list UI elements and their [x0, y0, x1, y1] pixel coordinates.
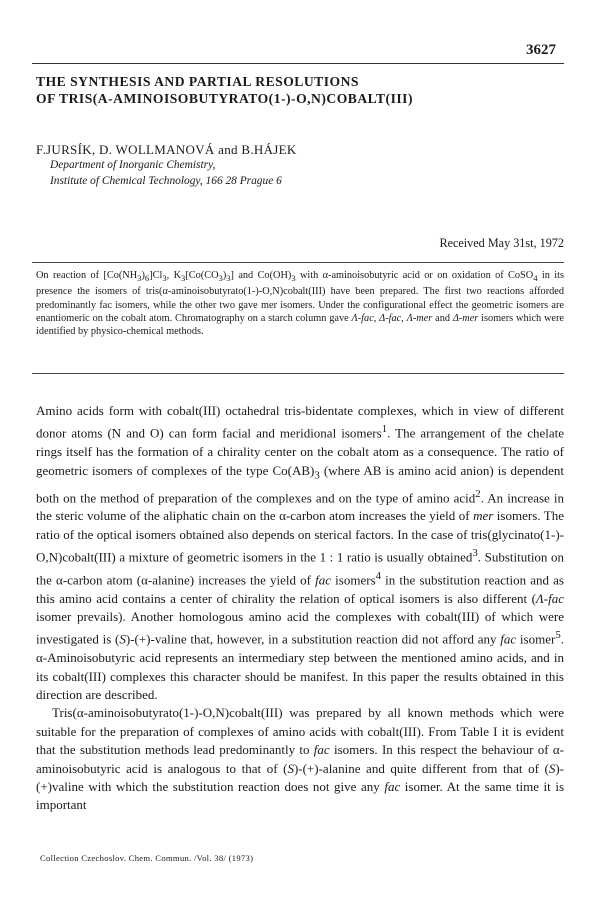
- affiliation-line-2: Institute of Chemical Technology, 166 28 Prague 6: [50, 175, 282, 187]
- journal-footer: Collection Czechoslov. Chem. Commun. /Vol. 38/ (1973): [40, 853, 254, 863]
- article-title: [36, 73, 556, 107]
- body-paragraph-2: Tris(α-aminoisobutyrato(1-)-O,N)cobalt(III) was prepared by all known methods which were suitable for the preparation of complexes of amino acids with cobalt(III). From Table I it is evident that the substitution methods lead predominantly to fac isomers. In this respect the behaviour of α-aminoisobutyric acid is analogous to that of (S)-(+)-alanine and quite different from that of (S)-(+)valine with which the substitution reaction does not give any fac isomer. At the same time it is important: [36, 705, 565, 813]
- title-line-2: OF TRIS(Α-AMINOISOBUTYRATO(1-)-O,N)COBALT(III): [36, 91, 413, 106]
- page-number: 3627: [526, 42, 556, 58]
- affiliation: [50, 157, 282, 189]
- header-rule: [32, 63, 564, 64]
- body-paragraph-1: Amino acids form with cobalt(III) octahedral tris-bidentate complexes, which in view of different donor atoms (N and O) can form facial and meridional isomers$^1$. The arrangement of the chelate rings itself has the formation of a chirality center on the cobalt atom as a consequence. The ratio of geometric isomers of complexes of the type $Co(AB)_3$ (where AB is amino acid anion) is dependent both on the method of preparation of the complexes and on the type of amino acid$^2$. An increase in the steric volume of the aliphatic chain on the α-carbon atom increases the yield of mer isomers. The ratio of the optical isomers obtained also depends on sterical factors. In the case of tris(glycinato(1-)-O,N)cobalt(III) a mixture of geometric isomers in the 1 : 1 ratio is usually obtained$^3$. Substitution on the α-carbon atom (α-alanine) increases the yield of fac isomers$^4$ in the substitution reaction and as this amino acid contains a center of chirality the relation of optical isomers is also different (Λ-fac isomer prevails). Another homologous amino acid the complexes with cobalt(III) of which were investigated is (S)-(+)-valine that, however, in a substitution reaction did not afford any fac isomer$^5$. α-Aminoisobutyric acid represents an intermediary step between the mentioned amino acids, and in its cobalt(III) complexes this character should be manifest. In this paper the results obtained in this direction are described.: [36, 403, 565, 702]
- affiliation-line-1: Department of Inorganic Chemistry,: [50, 159, 216, 171]
- abstract-bottom-rule: [32, 373, 564, 374]
- title-line-1: THE SYNTHESIS AND PARTIAL RESOLUTIONS: [36, 74, 359, 89]
- received-date: Received May 31st, 1972: [439, 236, 564, 250]
- article-body: [36, 402, 564, 815]
- abstract: On reaction of $[Co(NH_3)_6]Cl_3$, $K_3[Co(CO_3)_3]$ and $Co(OH)_3$ with α-aminoisobutyric acid or on oxidation of CoSO$_4$ in its presence the isomers of tris(α-aminoisobutyrato(1-)-O,N)cobalt(III) have been prepared. The first two reactions afforded predominantly fac isomers, while the other two gave mer isomers. Under the configurational effect the geometric isomers are enantiomeric on the cobalt atom. Chromatography on a starch column gave Λ-fac, Δ-fac, Λ-mer and Δ-mer isomers which were identified by physico-chemical methods.: [36, 270, 564, 338]
- abstract-top-rule: [32, 262, 564, 263]
- authors: F.JURSÍK, D. WOLLMANOVÁ and B.HÁJEK: [36, 142, 297, 157]
